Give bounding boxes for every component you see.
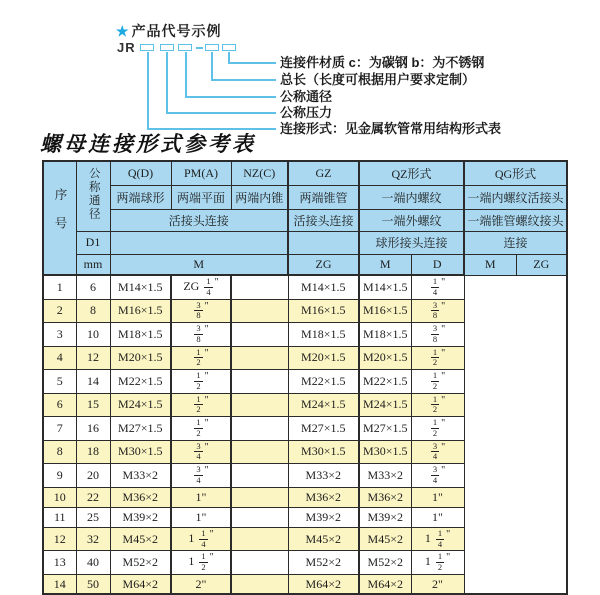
inch-mark: " bbox=[441, 300, 446, 312]
header-zg: ZG bbox=[288, 254, 359, 275]
cell-zg bbox=[171, 527, 231, 551]
cell-index: 5 bbox=[43, 370, 76, 394]
code-box-2 bbox=[160, 44, 174, 51]
header-nz-sub: 两端内锥 bbox=[231, 185, 288, 209]
header-qg: QG形式 bbox=[464, 161, 567, 185]
cell-qz-d: M27×1.5 bbox=[288, 417, 359, 441]
label-nominal-pressure: 公称压力 bbox=[280, 105, 333, 120]
cell-zg bbox=[171, 323, 231, 347]
cell-qg-m: M22×1.5 bbox=[359, 370, 411, 394]
cell-qg-m: M18×1.5 bbox=[359, 323, 411, 347]
label-connection-form: 连接形式：见金属软管常用结构形式表 bbox=[280, 121, 502, 136]
cell-qg-m: M39×2 bbox=[359, 507, 411, 527]
cell-qz-m bbox=[231, 527, 288, 551]
code-box-5 bbox=[222, 44, 236, 51]
cell-qz-d: M30×1.5 bbox=[288, 440, 359, 464]
star-icon: ★ bbox=[116, 23, 130, 39]
cell-zg bbox=[171, 551, 231, 575]
cell-m-wide: M36×2 bbox=[110, 487, 171, 507]
code-dash bbox=[196, 47, 203, 49]
table-row bbox=[43, 527, 567, 551]
fraction: $\frac{3}{8}$ bbox=[196, 323, 201, 344]
table-body bbox=[43, 275, 567, 594]
fraction: $\frac{3}{4}$ bbox=[196, 464, 201, 486]
cell-m-wide: M16×1.5 bbox=[110, 299, 171, 323]
header-blank-left bbox=[110, 231, 288, 254]
label-nominal-diameter: 公称通径 bbox=[280, 89, 333, 104]
cell-qg-zg bbox=[411, 299, 464, 323]
cell-mm: 14 bbox=[76, 370, 110, 394]
cell-index: 1 bbox=[43, 275, 76, 299]
cell-qg-m: M14×1.5 bbox=[359, 275, 411, 299]
cell-index: 13 bbox=[43, 551, 76, 575]
cell-mm: 32 bbox=[76, 527, 110, 551]
code-box-1 bbox=[140, 44, 154, 51]
cell-qg-m: M45×2 bbox=[359, 527, 411, 551]
cell-qg-zg bbox=[411, 527, 464, 551]
table-row bbox=[43, 417, 567, 441]
cell-zg: 2" bbox=[171, 574, 231, 594]
cell-index: 12 bbox=[43, 527, 76, 551]
cell-qz-m bbox=[231, 275, 288, 299]
cell-qz-d: M64×2 bbox=[288, 574, 359, 594]
header-pm-sub: 两端平面 bbox=[171, 185, 231, 209]
cell-m-wide: M22×1.5 bbox=[110, 370, 171, 394]
cell-qg-zg: 1" bbox=[411, 487, 464, 507]
connector-line bbox=[211, 52, 213, 79]
header-qz-d: D bbox=[411, 254, 464, 275]
cell-index: 11 bbox=[43, 507, 76, 527]
cell-qz-d: M36×2 bbox=[288, 487, 359, 507]
cell-qg-m: M24×1.5 bbox=[359, 393, 411, 417]
cell-m-wide: M33×2 bbox=[110, 464, 171, 488]
fraction: $\frac{3}{8}$ bbox=[432, 299, 438, 321]
fraction: $\frac{1}{2}$ bbox=[432, 417, 438, 438]
inch-mark: " bbox=[204, 441, 209, 453]
cell-index: 3 bbox=[43, 323, 76, 347]
cell-qg-m: M64×2 bbox=[359, 574, 411, 594]
label-total-length: 总长（长度可根据用户要求定制） bbox=[280, 72, 476, 87]
connector-line bbox=[185, 52, 187, 96]
cell-qz-m bbox=[231, 417, 288, 441]
fraction: $\frac{3}{4}$ bbox=[196, 440, 201, 462]
cell-index: 4 bbox=[43, 346, 76, 370]
nut-connection-reference-table bbox=[42, 160, 568, 595]
cell-qz-m bbox=[231, 551, 288, 575]
cell-mm: 20 bbox=[76, 464, 110, 488]
inch-mark: " bbox=[441, 465, 446, 477]
value-prefix: 1 bbox=[424, 554, 434, 569]
cell-m-wide: M18×1.5 bbox=[110, 323, 171, 347]
connector-line bbox=[228, 52, 230, 62]
cell-qz-m bbox=[231, 574, 288, 594]
inch-mark: " bbox=[209, 528, 214, 540]
header-pm: PM(A) bbox=[171, 161, 231, 185]
header-qz: QZ形式 bbox=[359, 161, 464, 185]
header-mm: mm bbox=[76, 254, 110, 275]
fraction: $\frac{1}{4}$ bbox=[206, 276, 211, 297]
cell-qg-zg: 2" bbox=[411, 574, 464, 594]
cell-qz-d: M33×2 bbox=[288, 464, 359, 488]
cell-qz-m bbox=[231, 393, 288, 417]
fraction: $\frac{1}{2}$ bbox=[196, 393, 201, 415]
cell-qz-m bbox=[231, 346, 288, 370]
cell-index: 2 bbox=[43, 299, 76, 323]
cell-m-wide: M27×1.5 bbox=[110, 417, 171, 441]
cell-mm: 50 bbox=[76, 574, 110, 594]
cell-zg bbox=[171, 417, 231, 441]
table-row bbox=[43, 574, 567, 594]
fraction: $\frac{3}{8}$ bbox=[196, 299, 201, 321]
fraction: $\frac{1}{4}$ bbox=[201, 527, 206, 549]
cell-zg bbox=[171, 275, 231, 299]
cell-mm: 10 bbox=[76, 323, 110, 347]
header-nz: NZ(C) bbox=[231, 161, 288, 185]
cell-index: 9 bbox=[43, 464, 76, 488]
cell-m-wide: M30×1.5 bbox=[110, 440, 171, 464]
cell-qz-m bbox=[231, 370, 288, 394]
inch-mark: " bbox=[204, 418, 209, 430]
cell-qz-d: M52×2 bbox=[288, 551, 359, 575]
table-title: 螺母连接形式参考表 bbox=[40, 132, 256, 156]
inch-mark: " bbox=[441, 441, 446, 453]
header-m-wide: M bbox=[110, 254, 288, 275]
value-prefix: 1 bbox=[188, 554, 198, 569]
inch-mark: " bbox=[204, 300, 209, 312]
connector-line bbox=[185, 96, 276, 98]
fraction: $\frac{3}{4}$ bbox=[432, 464, 438, 486]
connector-line bbox=[211, 79, 276, 81]
cell-qz-m bbox=[231, 487, 288, 507]
inch-mark: " bbox=[446, 528, 451, 540]
header-qg-m: M bbox=[464, 254, 516, 275]
cell-zg: 1" bbox=[171, 487, 231, 507]
table-row bbox=[43, 393, 567, 417]
cell-qg-m: M20×1.5 bbox=[359, 346, 411, 370]
cell-qz-d: M14×1.5 bbox=[288, 275, 359, 299]
product-code-heading-text: 产品代号示例 bbox=[131, 23, 222, 39]
cell-qg-m: M33×2 bbox=[359, 464, 411, 488]
cell-mm: 22 bbox=[76, 487, 110, 507]
inch-mark: " bbox=[446, 552, 451, 564]
inch-mark: " bbox=[214, 277, 219, 289]
connector-line bbox=[147, 52, 149, 128]
cell-index: 8 bbox=[43, 440, 76, 464]
cell-m-wide: M64×2 bbox=[110, 574, 171, 594]
cell-qz-d: M18×1.5 bbox=[288, 323, 359, 347]
inch-mark: " bbox=[204, 465, 209, 477]
connector-line bbox=[166, 112, 276, 114]
fraction: $\frac{1}{2}$ bbox=[432, 346, 438, 368]
header-left-connection: 活接头连接 bbox=[110, 209, 288, 231]
cell-qg-zg bbox=[411, 370, 464, 394]
fraction: $\frac{1}{2}$ bbox=[196, 417, 201, 438]
header-qz-sub1: 一端内螺纹 bbox=[359, 185, 464, 209]
cell-mm: 40 bbox=[76, 551, 110, 575]
header-tongjing: 公称通径 bbox=[76, 161, 110, 231]
cell-qg-zg bbox=[411, 464, 464, 488]
cell-index: 6 bbox=[43, 393, 76, 417]
code-box-4 bbox=[205, 44, 219, 51]
cell-qg-m: M27×1.5 bbox=[359, 417, 411, 441]
value-prefix: ZG bbox=[183, 279, 203, 294]
cell-qg-zg bbox=[411, 275, 464, 299]
header-qg-zg: ZG bbox=[516, 254, 567, 275]
cell-qg-zg bbox=[411, 346, 464, 370]
cell-qg-m: M52×2 bbox=[359, 551, 411, 575]
table-row bbox=[43, 440, 567, 464]
fraction: $\frac{1}{2}$ bbox=[196, 370, 201, 391]
header-q: Q(D) bbox=[110, 161, 171, 185]
inch-mark: " bbox=[209, 552, 214, 564]
fraction: $\frac{1}{2}$ bbox=[196, 346, 201, 368]
cell-qg-m: M16×1.5 bbox=[359, 299, 411, 323]
cell-qg-zg bbox=[411, 393, 464, 417]
product-code-heading bbox=[116, 21, 222, 41]
table-row bbox=[43, 299, 567, 323]
cell-m-wide: M45×2 bbox=[110, 527, 171, 551]
header-qz-sub2: 一端外螺纹 bbox=[359, 209, 464, 231]
header-qg-connection: 连接 bbox=[464, 231, 567, 254]
table-row bbox=[43, 323, 567, 347]
cell-qz-d: M45×2 bbox=[288, 527, 359, 551]
value-prefix: 1 bbox=[424, 530, 434, 545]
value-prefix: 1 bbox=[188, 530, 198, 545]
cell-qz-d: M24×1.5 bbox=[288, 393, 359, 417]
table-row bbox=[43, 275, 567, 299]
cell-qg-zg bbox=[411, 417, 464, 441]
cell-m-wide: M24×1.5 bbox=[110, 393, 171, 417]
fraction: $\frac{3}{8}$ bbox=[432, 323, 438, 344]
cell-qz-m bbox=[231, 440, 288, 464]
cell-zg bbox=[171, 346, 231, 370]
header-xuhao: 序号 bbox=[43, 161, 76, 275]
table-row bbox=[43, 370, 567, 394]
cell-qz-m bbox=[231, 323, 288, 347]
cell-qz-m bbox=[231, 464, 288, 488]
cell-qz-d: M16×1.5 bbox=[288, 299, 359, 323]
cell-m-wide: M39×2 bbox=[110, 507, 171, 527]
cell-index: 7 bbox=[43, 417, 76, 441]
inch-mark: " bbox=[441, 277, 446, 289]
header-d1: D1 bbox=[76, 231, 110, 254]
cell-qg-zg: 1" bbox=[411, 507, 464, 527]
header-gz-connection: 活接头连接 bbox=[288, 209, 359, 231]
cell-index: 10 bbox=[43, 487, 76, 507]
cell-qz-d: M22×1.5 bbox=[288, 370, 359, 394]
cell-qz-m bbox=[231, 299, 288, 323]
code-box-3 bbox=[178, 44, 192, 51]
fraction: $\frac{1}{4}$ bbox=[432, 276, 438, 297]
header-qz-m: M bbox=[359, 254, 411, 275]
cell-mm: 25 bbox=[76, 507, 110, 527]
inch-mark: " bbox=[441, 347, 446, 359]
connector-line bbox=[166, 52, 168, 112]
table-row bbox=[43, 551, 567, 575]
inch-mark: " bbox=[204, 394, 209, 406]
cell-zg bbox=[171, 370, 231, 394]
cell-zg bbox=[171, 393, 231, 417]
cell-qg-zg bbox=[411, 551, 464, 575]
label-material: 连接件材质 c：为碳钢 b：为不锈钢 bbox=[280, 55, 485, 70]
header-qz-connection: 球形接头连接 bbox=[359, 231, 464, 254]
cell-m-wide: M20×1.5 bbox=[110, 346, 171, 370]
table-row bbox=[43, 507, 567, 527]
cell-m-wide: M14×1.5 bbox=[110, 275, 171, 299]
header-qg-sub2: 一端锥管螺纹接头 bbox=[464, 209, 567, 231]
cell-zg bbox=[171, 440, 231, 464]
cell-mm: 12 bbox=[76, 346, 110, 370]
cell-qg-m: M36×2 bbox=[359, 487, 411, 507]
table-row bbox=[43, 346, 567, 370]
inch-mark: " bbox=[441, 324, 446, 336]
cell-mm: 16 bbox=[76, 417, 110, 441]
cell-qg-zg bbox=[411, 440, 464, 464]
fraction: $\frac{1}{2}$ bbox=[432, 393, 438, 415]
cell-zg: 1" bbox=[171, 507, 231, 527]
header-qg-sub1: 一端内螺纹活接头 bbox=[464, 185, 567, 209]
header-gz: GZ bbox=[288, 161, 359, 185]
header-q-sub: 两端球形 bbox=[110, 185, 171, 209]
inch-mark: " bbox=[441, 418, 446, 430]
cell-mm: 15 bbox=[76, 393, 110, 417]
inch-mark: " bbox=[441, 394, 446, 406]
header-gz-sub: 两端锥管 bbox=[288, 185, 359, 209]
cell-mm: 18 bbox=[76, 440, 110, 464]
cell-qz-d: M39×2 bbox=[288, 507, 359, 527]
table-row bbox=[43, 464, 567, 488]
inch-mark: " bbox=[204, 371, 209, 383]
cell-qg-zg bbox=[411, 323, 464, 347]
fraction: $\frac{1}{4}$ bbox=[437, 527, 443, 549]
cell-zg bbox=[171, 299, 231, 323]
cell-zg bbox=[171, 464, 231, 488]
cell-qg-m: M30×1.5 bbox=[359, 440, 411, 464]
cell-mm: 6 bbox=[76, 275, 110, 299]
inch-mark: " bbox=[204, 324, 209, 336]
cell-qz-d: M20×1.5 bbox=[288, 346, 359, 370]
fraction: $\frac{1}{2}$ bbox=[432, 370, 438, 391]
cell-qz-m bbox=[231, 507, 288, 527]
header-blank-gz bbox=[288, 231, 359, 254]
cell-mm: 8 bbox=[76, 299, 110, 323]
product-code-prefix: JR bbox=[117, 40, 136, 55]
fraction: $\frac{1}{2}$ bbox=[201, 551, 206, 573]
cell-index: 14 bbox=[43, 574, 76, 594]
fraction: $\frac{1}{2}$ bbox=[437, 551, 443, 573]
table-row bbox=[43, 487, 567, 507]
connector-line bbox=[228, 62, 276, 64]
cell-m-wide: M52×2 bbox=[110, 551, 171, 575]
fraction: $\frac{3}{4}$ bbox=[432, 440, 438, 462]
inch-mark: " bbox=[204, 347, 209, 359]
inch-mark: " bbox=[441, 371, 446, 383]
